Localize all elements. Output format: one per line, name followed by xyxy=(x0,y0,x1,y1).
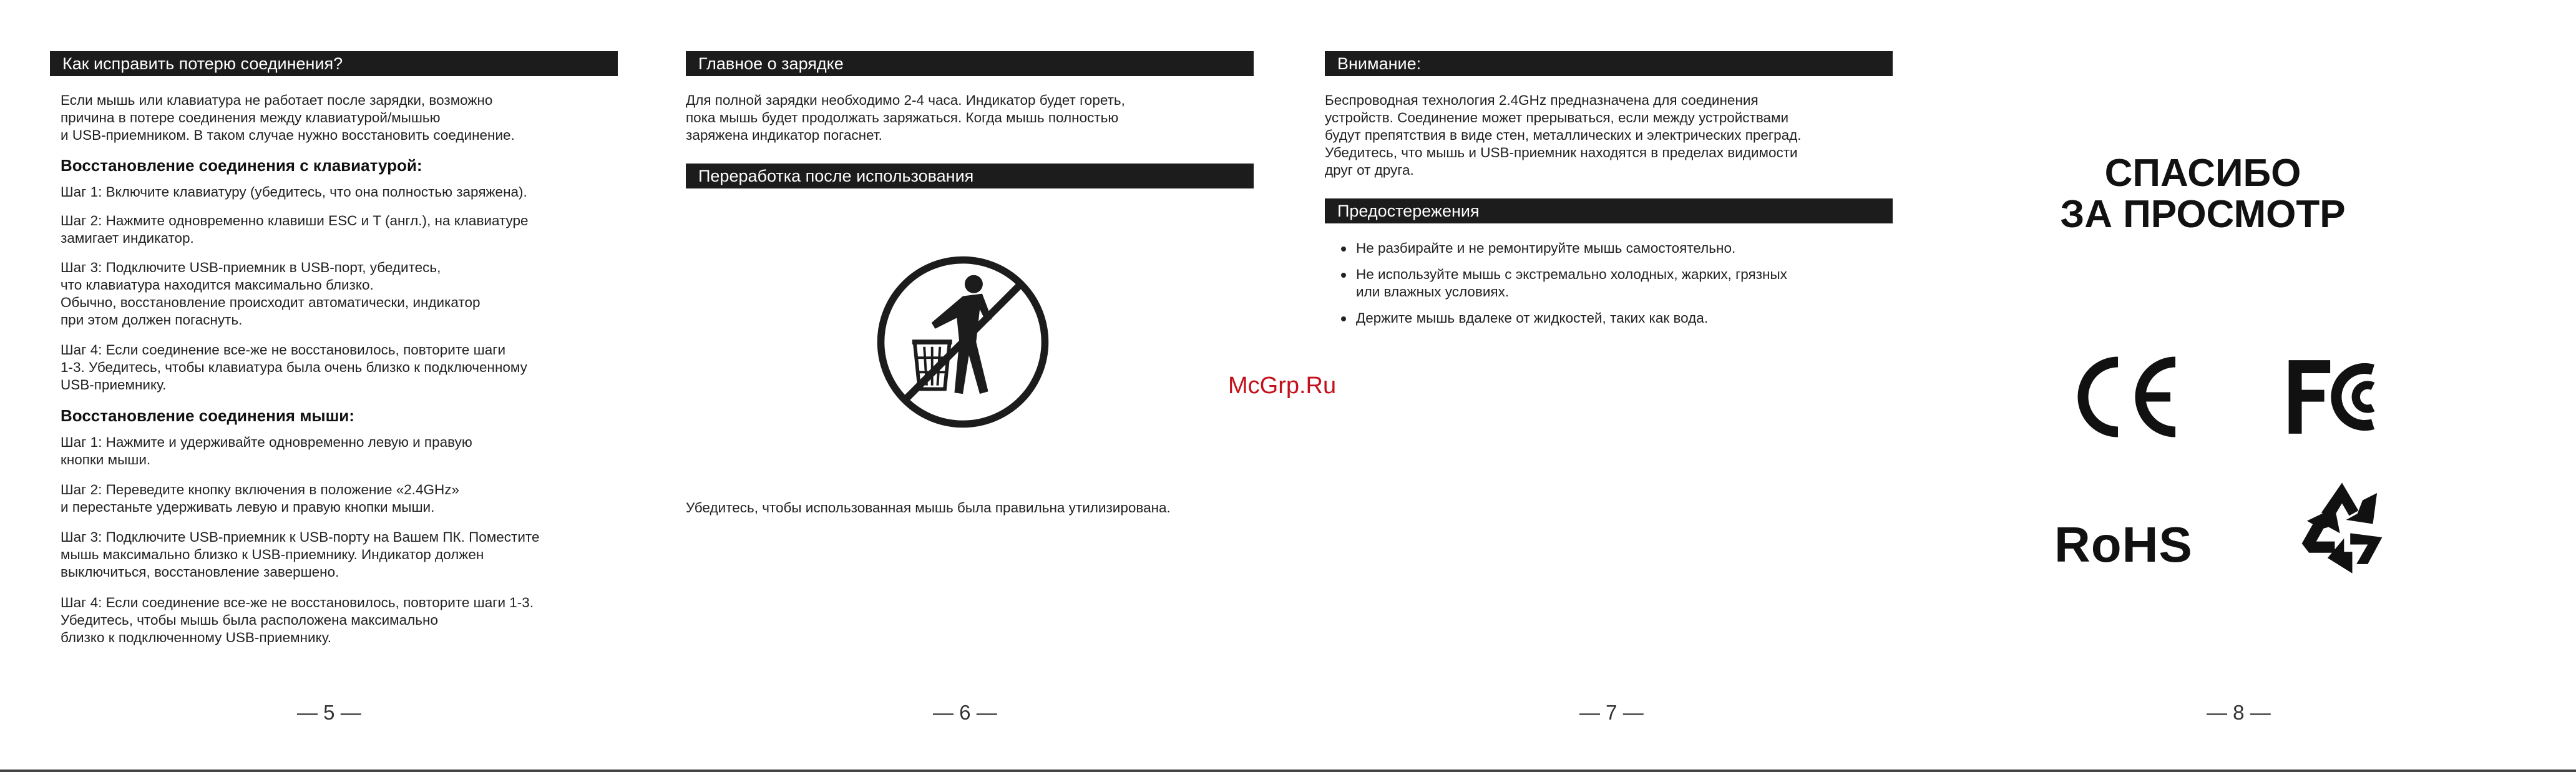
page-number-6: — 6 — xyxy=(933,701,997,724)
warning-item: Не разбирайте и не ремонтируйте мышь самостоятельно. xyxy=(1337,240,1899,257)
watermark: McGrp.Ru xyxy=(1228,373,1337,399)
recycle-icon xyxy=(2289,476,2395,579)
charging-header: Главное о зарядке xyxy=(686,51,1254,76)
ce-mark-icon xyxy=(2061,353,2185,441)
mouse-step-2: Шаг 2: Переведите кнопку включения в положение «2.4GHz» и перестаньте удерживать левую и правую кнопки мыши. xyxy=(61,482,460,515)
page-number-8: — 8 — xyxy=(2207,701,2271,724)
thanks-line-2: ЗА ПРОСМОТР xyxy=(2060,193,2346,236)
mouse-step-4: Шаг 4: Если соединение все-же не восстановилось, повторите шаги 1-3. Убедитесь, чтобы мышь была расположена максимально близко к подключенному USB-приемнику. xyxy=(61,595,534,645)
disposal-text: Убедитесь, чтобы использованная мышь была правильна утилизирована. xyxy=(686,500,1171,515)
recycling-header: Переработка после использования xyxy=(686,164,1254,188)
charging-text: Для полной зарядки необходимо 2-4 часа. Индикатор будет гореть, пока мышь будет продолжать заряжаться. Когда мышь полностью заряжена индикатор погаснет. xyxy=(686,92,1125,143)
no-littering-icon xyxy=(872,252,1053,432)
mouse-step-3: Шаг 3: Подключите USB-приемник к USB-порту на Вашем ПК. Поместите мышь максимально близко к USB-приемнику. Индикатор должен выключиться, восстановление завершено. xyxy=(61,529,540,580)
attention-header: Внимание: xyxy=(1325,51,1893,76)
mouse-section-title: Восстановление соединения мыши: xyxy=(61,406,354,425)
keyboard-step-4: Шаг 4: Если соединение все-же не восстановилось, повторите шаги 1-3. Убедитесь, чтобы клавиатура была очень близко к подключенному USB-приемнику. xyxy=(61,342,527,393)
attention-text: Беспроводная технология 2.4GHz предназначена для соединения устройств. Соединение может прерываться, если между устройствами будут препятствия в виде стен, металлических и электрических преград. Убедитесь, что мышь и USB-приемник находятся в пределах видимости друг от друга. xyxy=(1325,92,1802,178)
warnings-list xyxy=(1337,240,1899,336)
reconnect-header: Как исправить потерю соединения? xyxy=(50,51,618,76)
warnings-header: Предостережения xyxy=(1325,198,1893,223)
page-number-7: — 7 — xyxy=(1579,701,1644,724)
page-5 xyxy=(0,0,644,772)
warning-item: Держите мышь вдалеке от жидкостей, таких как вода. xyxy=(1337,310,1899,327)
keyboard-step-2: Шаг 2: Нажмите одновременно клавиши ESC и T (англ.), на клавиатуре замигает индикатор. xyxy=(61,213,529,246)
thanks-title xyxy=(2009,153,2396,235)
thanks-line-1: СПАСИБО xyxy=(2104,152,2301,195)
rohs-mark-icon: RoHS xyxy=(2054,517,2193,572)
page-7 xyxy=(1288,0,1932,772)
page-number-5: — 5 — xyxy=(297,701,361,724)
reconnect-intro: Если мышь или клавиатура не работает после зарядки, возможно причина в потере соединения между клавиатурой/мышью и USB-приемником. В таком случае нужно восстановить соединение. xyxy=(61,92,515,143)
warning-item: Не используйте мышь с экстремально холодных, жарких, грязных или влажных условиях. xyxy=(1337,266,1899,301)
bottom-divider xyxy=(0,770,2576,772)
fcc-mark-icon xyxy=(2284,353,2403,441)
page-6 xyxy=(644,0,1288,772)
mouse-step-1: Шаг 1: Нажмите и удерживайте одновременно левую и правую кнопки мыши. xyxy=(61,434,472,467)
keyboard-section-title: Восстановление соединения с клавиатурой: xyxy=(61,156,422,175)
keyboard-step-1: Шаг 1: Включите клавиатуру (убедитесь, что она полностью заряжена). xyxy=(61,184,527,200)
page-8 xyxy=(1932,0,2576,772)
keyboard-step-3: Шаг 3: Подключите USB-приемник в USB-порт, убедитесь, что клавиатура находится максимально близко. Обычно, восстановление происходит автоматически, индикатор при этом должен погаснуть. xyxy=(61,260,481,328)
